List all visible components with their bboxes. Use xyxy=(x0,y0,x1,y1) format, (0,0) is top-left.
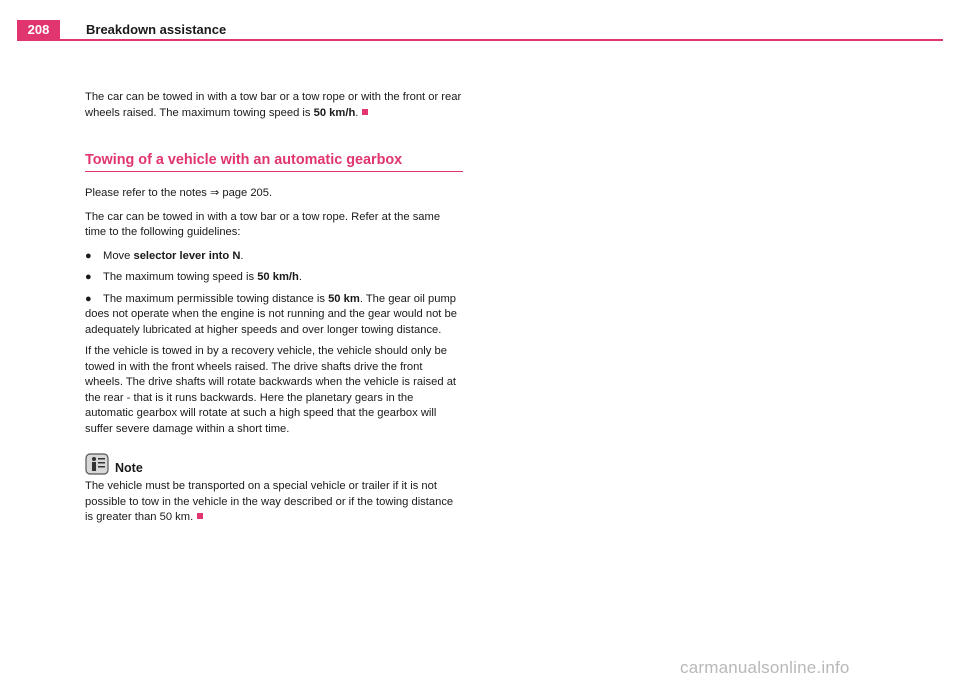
header-divider xyxy=(17,39,943,41)
page-reference-link[interactable]: page 205. xyxy=(219,187,273,199)
note-title: Note xyxy=(115,461,143,475)
recovery-paragraph: If the vehicle is towed in by a recovery vehicle, the vehicle should only be towed in with the front wheels raised. The drive shafts drive the front wheels. The drive shafts will rotate backwards when the vehicle is raised at the rear - that is it runs backwards. Here the planetary gears in the automatic gearbox will rotate at such a high speed that the gearbox will suffer severe damage within a short time. xyxy=(85,345,457,435)
guidelines-list xyxy=(85,249,463,339)
refer-text: Please refer to the notes xyxy=(85,187,211,199)
page-header xyxy=(0,20,943,40)
refer-paragraph xyxy=(85,186,463,202)
bullet-icon: ● xyxy=(85,249,92,262)
main-content xyxy=(85,90,463,534)
note-text: The vehicle must be transported on a special vehicle or trailer if it is not possible to tow in the vehicle in the way described or if the towing distance is greater than 50 km. xyxy=(85,480,454,523)
end-of-section-icon xyxy=(362,109,368,115)
watermark: carmanualsonline.info xyxy=(680,658,850,677)
note-header xyxy=(85,453,463,475)
list-item: ● The maximum permissible towing distance is 50 km. The gear oil pump does not operate when the engine is not running and the gear would not be adequately lubricated at higher speeds and over longer towing distance. xyxy=(85,292,457,336)
intro-suffix: . xyxy=(355,106,359,119)
list-item: ● The maximum towing speed is 50 km/h. xyxy=(85,270,463,286)
page-number: 208 xyxy=(17,20,60,40)
bullet-icon: ● xyxy=(85,292,92,305)
intro-speed: 50 km/h xyxy=(313,106,356,119)
section-heading: Towing of a vehicle with an automatic gearbox xyxy=(85,151,463,172)
intro-paragraph xyxy=(85,90,463,121)
guidelines-intro: The car can be towed in with a tow bar or a tow rope. Refer at the same time to the following guidelines: xyxy=(85,210,441,238)
list-item: ● Move selector lever into N. xyxy=(85,249,463,265)
bullet-icon: ● xyxy=(85,271,92,283)
end-of-section-icon xyxy=(197,513,203,519)
note-icon xyxy=(85,453,109,475)
intro-text: The car can be towed in with a tow bar or a tow rope or with the front or rear wheels raised. The maximum towing speed is xyxy=(85,91,462,119)
arrow-right-icon: ⇒ xyxy=(210,187,220,199)
chapter-title: Breakdown assistance xyxy=(86,22,227,37)
